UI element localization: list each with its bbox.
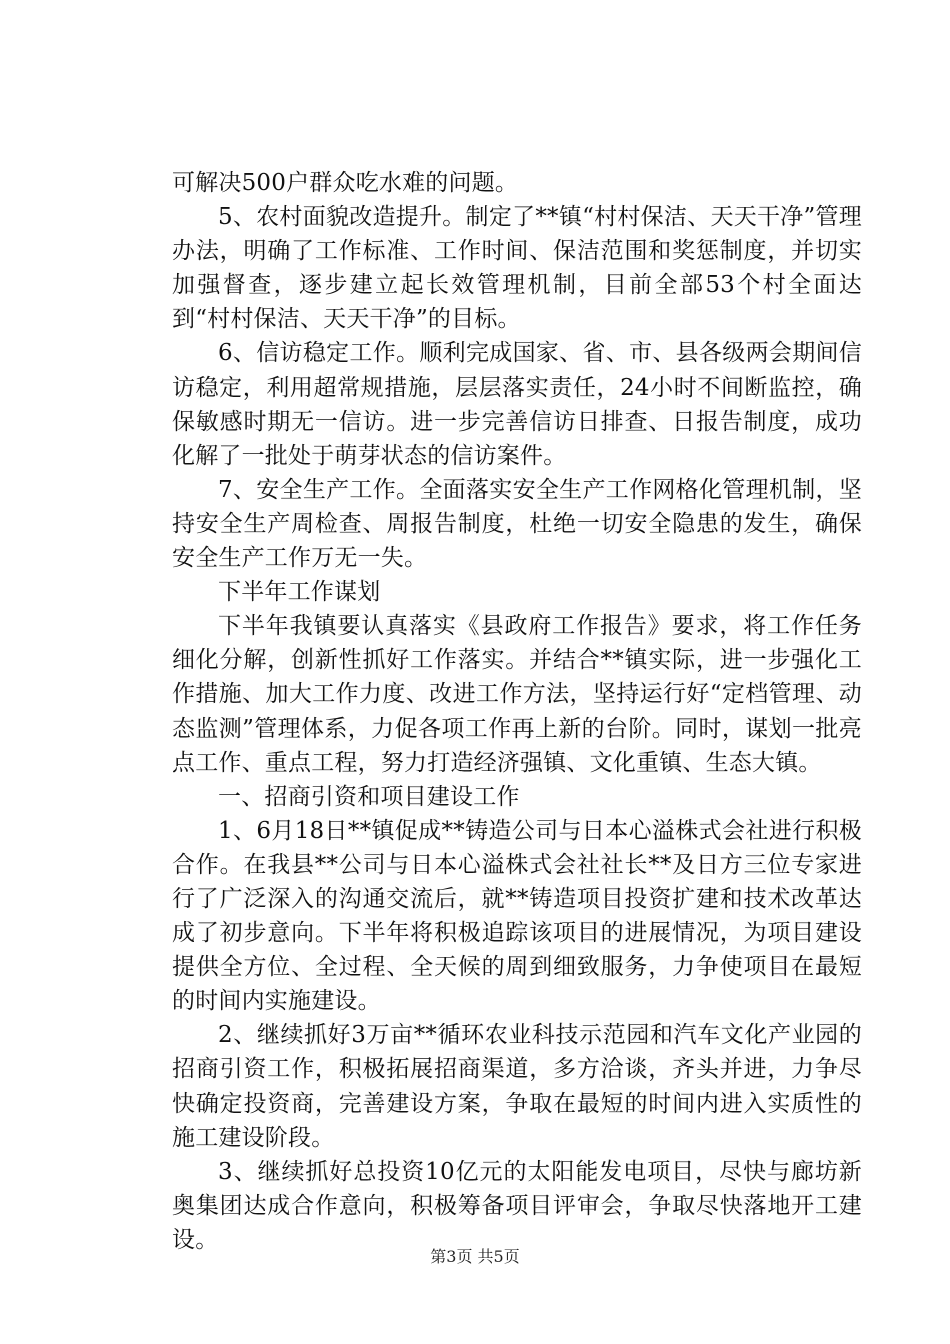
section-heading-second-half-plan: 下半年工作谋划 [218, 579, 381, 606]
paragraph-continuation: 可解决500户群众吃水难的问题。 [172, 170, 519, 196]
section-heading-investment-projects: 一、招商引资和项目建设工作 [218, 783, 520, 810]
paragraph-item-6-petition-stability: 6、信访稳定工作。顺利完成国家、省、市、县各级两会期间信访稳定，利用超常规措施，层层落实责任，24小时不间断监控，确保敏感时期无一信访。进一步完善信访日排查、日报告制度，成功化解了一批处于萌芽状态的信访案件。 [172, 340, 862, 469]
paragraph-project-item-2: 2、继续抓好3万亩**循环农业科技示范园和汽车文化产业园的招商引资工作，积极拓展招商渠道，多方洽谈，齐头并进，力争尽快确定投资商，完善建设方案，争取在最短的时间内进入实质性的施工建设阶段。 [172, 1022, 862, 1151]
paragraph-item-7-safety-production: 7、安全生产工作。全面落实安全生产工作网格化管理机制，坚持安全生产周检查、周报告制度，杜绝一切安全隐患的发生，确保安全生产工作万无一失。 [172, 476, 862, 572]
document-body [172, 166, 862, 1257]
paragraph-second-half-overview: 下半年我镇要认真落实《县政府工作报告》要求，将工作任务细化分解，创新性抓好工作落实。并结合**镇实际，进一步强化工作措施、加大工作力度、改进工作方法，坚持运行好“定档管理、动态监测”管理体系，力促各项工作再上新的台阶。同时，谋划一批亮点工作、重点工程，努力打造经济强镇、文化重镇、生态大镇。 [172, 613, 862, 776]
paragraph-project-item-1: 1、6月18日**镇促成**铸造公司与日本心溢株式会社进行积极合作。在我县**公司与日本心溢株式会社社长**及日方三位专家进行了广泛深入的沟通交流后，就**铸造项目投资扩建和技术改革达成了初步意向。下半年将积极追踪该项目的进展情况，为项目建设提供全方位、全过程、全天候的周到细致服务，力争使项目在最短的时间内实施建设。 [172, 817, 862, 1015]
paragraph-item-5-village-renovation: 5、农村面貌改造提升。制定了**镇“村村保洁、天天干净”管理办法，明确了工作标准、工作时间、保洁范围和奖惩制度，并切实加强督查，逐步建立起长效管理机制，目前全部53个村全面达到“村村保洁、天天干净”的目标。 [172, 204, 862, 333]
paragraph-project-item-3: 3、继续抓好总投资10亿元的太阳能发电项目，尽快与廊坊新奥集团达成合作意向，积极筹备项目评审会，争取尽快落地开工建设。 [172, 1158, 862, 1253]
page-number-footer: 第3页 共5页 [430, 1247, 520, 1266]
